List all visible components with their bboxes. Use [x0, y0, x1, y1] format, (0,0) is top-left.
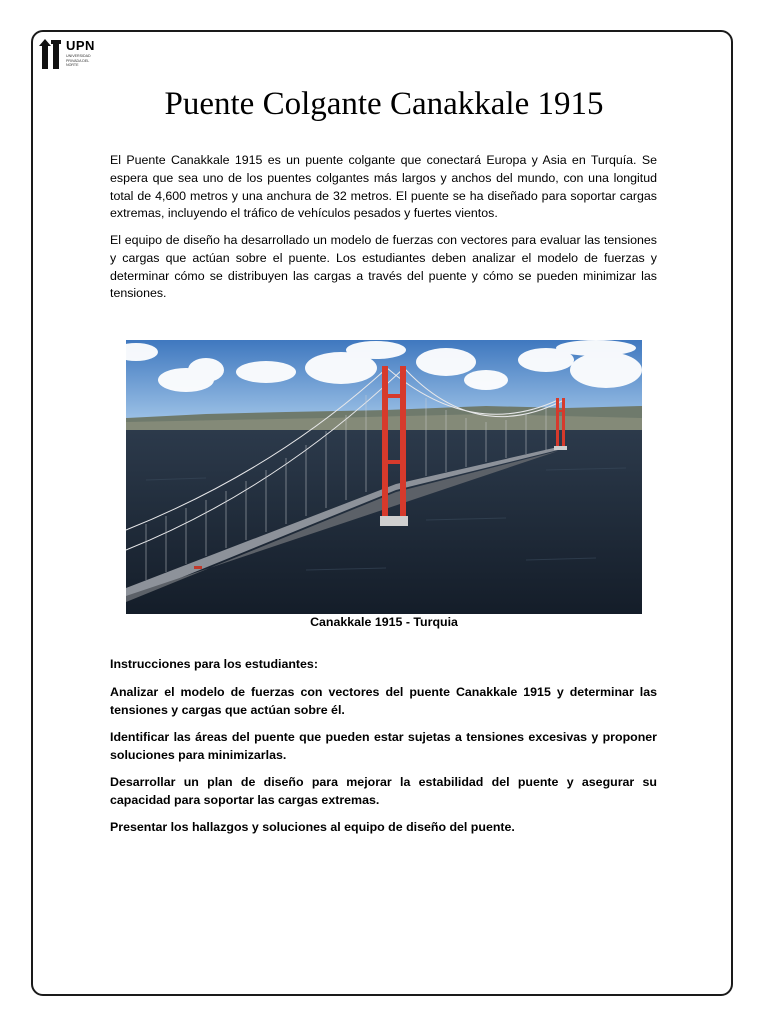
instruction-item: Analizar el modelo de fuerzas con vectores del puente Canakkale 1915 y determinar las tensiones y cargas que actúan sobre él.	[110, 685, 657, 717]
bridge-photo	[126, 340, 642, 614]
instruction-item: Identificar las áreas del puente que pueden estar sujetas a tensiones excesivas y proponer soluciones para minimizarlas.	[110, 730, 657, 762]
upn-arrow-icon	[38, 38, 62, 70]
instruction-item: Presentar los hallazgos y soluciones al equipo de diseño del puente.	[110, 820, 515, 834]
bridge-illustration	[126, 340, 642, 614]
upn-logo	[38, 38, 98, 70]
instructions-heading: Instrucciones para los estudiantes:	[110, 657, 318, 671]
document-title: Puente Colgante Canakkale 1915	[164, 86, 604, 122]
intro-paragraph: El Puente Canakkale 1915 es un puente colgante que conectará Europa y Asia en Turquía. Se espera que sea uno de los puentes colgantes más largos y anchos del mundo, con una longitud total de 4,600 metros y una anchura de 32 metros. El puente se ha diseñado para soportar cargas extremas, incluyendo el tráfico de vehículos pesados y fuertes vientos.	[110, 153, 657, 221]
logo-subtitle: UNIVERSIDAD PRIVADA DEL NORTE	[66, 54, 91, 68]
model-paragraph: El equipo de diseño ha desarrollado un modelo de fuerzas con vectores para evaluar las tensiones y cargas que actúan sobre el puente. Los estudiantes deben analizar el modelo de fuerzas y determinar cómo se distribuyen las cargas a través del puente y cómo se pueden minimizar las tensiones.	[110, 233, 657, 301]
logo-wordmark: UPN	[66, 38, 95, 53]
image-caption: Canakkale 1915 - Turquia	[310, 615, 458, 629]
instruction-item: Desarrollar un plan de diseño para mejorar la estabilidad del puente y asegurar su capacidad para soportar las cargas extremas.	[110, 775, 657, 807]
